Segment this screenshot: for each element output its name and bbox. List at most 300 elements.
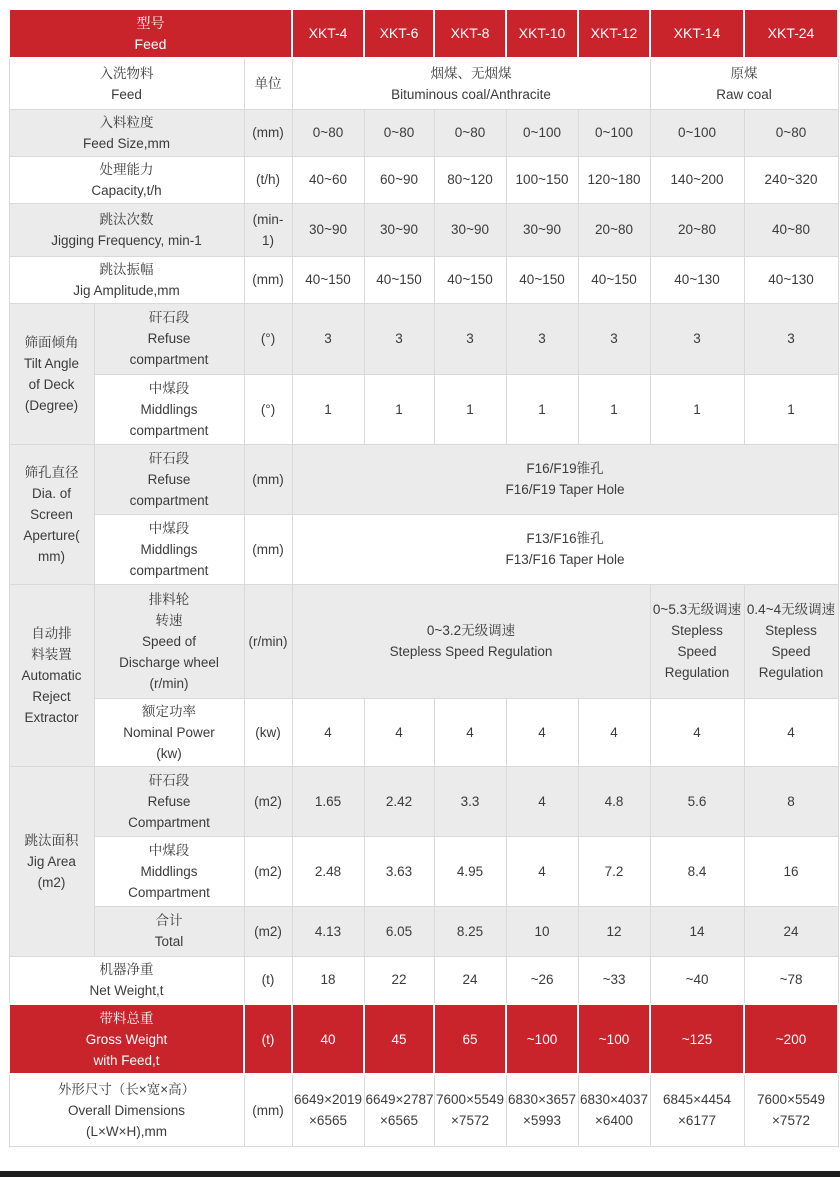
text-line: Jig Amplitude,mm <box>73 282 180 298</box>
text-line: Tilt Angle <box>23 355 80 371</box>
value-cell <box>292 956 364 1004</box>
text-line: 4 <box>538 793 546 809</box>
row-net-weight <box>9 956 838 1004</box>
spec-table-body <box>9 58 838 1146</box>
text-line: Feed Size,mm <box>82 135 171 151</box>
text-line: 2.42 <box>385 793 413 809</box>
row-label-overall-dimensions <box>9 1074 244 1146</box>
value-cell <box>434 906 506 956</box>
text-line: (t) <box>261 972 275 988</box>
model-name: XKT-6 <box>379 25 419 41</box>
text-line: 0~100 <box>678 125 716 140</box>
text-line: 30~90 <box>309 222 347 237</box>
value-cell <box>744 836 838 906</box>
unit-cell <box>244 584 292 698</box>
text-line: (°) <box>260 401 276 417</box>
value-cell <box>506 906 578 956</box>
text-line: Compartment <box>128 884 210 900</box>
text-line: 筛面倾角 <box>24 334 79 350</box>
text-line: Speed <box>677 644 717 659</box>
row-nominal-power <box>9 698 838 766</box>
row-area-refuse <box>9 766 838 836</box>
text-line: 40~130 <box>768 272 814 287</box>
text-line: 16 <box>783 863 799 879</box>
value-cell <box>506 836 578 906</box>
text-line: 3 <box>324 331 332 346</box>
unit-cell <box>244 766 292 836</box>
value-cell <box>506 1074 578 1146</box>
text-line: 40~130 <box>674 272 720 287</box>
value-cell <box>364 1074 434 1146</box>
value-cell <box>434 374 506 444</box>
text-line: (m2) <box>254 863 282 879</box>
text-line: F13/F16锥孔 <box>526 531 604 546</box>
text-line: 机器净重 <box>99 961 154 977</box>
row-label-net-weight <box>9 956 244 1004</box>
text-line: 4 <box>538 863 546 879</box>
group-label-automatic-reject-extractor <box>9 584 94 766</box>
text-line: ×6565 <box>309 1113 347 1129</box>
text-line: 型号 <box>136 14 165 31</box>
value-cell <box>650 698 744 766</box>
text-line: (min- <box>252 211 284 227</box>
text-line: 转速 <box>155 612 183 628</box>
text-line: Speed of <box>141 633 197 649</box>
text-line: 18 <box>320 972 336 988</box>
text-line: Refuse <box>147 793 191 809</box>
unit-cell <box>244 836 292 906</box>
text-line: 4 <box>466 724 474 740</box>
text-line: Jigging Frequency, min-1 <box>51 232 202 248</box>
text-line: 额定功率 <box>142 703 196 719</box>
text-line: 1 <box>538 401 546 417</box>
text-line: 带料总重 <box>99 1010 154 1026</box>
model-name: XKT-24 <box>767 25 815 41</box>
row-label-jigging-frequency <box>9 203 244 256</box>
text-line: 排料轮 <box>148 591 190 607</box>
value-cell <box>506 156 578 203</box>
value-cell <box>506 956 578 1004</box>
row-aperture-refuse <box>9 444 838 514</box>
text-line: 30~90 <box>451 222 489 237</box>
text-line: 3.63 <box>385 863 413 879</box>
text-line: 4.8 <box>604 793 624 809</box>
text-line: 跳汰次数 <box>99 211 154 227</box>
text-line: of Deck <box>28 376 75 392</box>
text-line: 7.2 <box>604 863 624 879</box>
value-cell <box>434 303 506 374</box>
model-header-xkt-10 <box>506 9 578 58</box>
text-line: (L×W×H),mm <box>86 1123 167 1139</box>
value-cell <box>434 956 506 1004</box>
unit-cell <box>244 303 292 374</box>
value-cell <box>578 303 650 374</box>
value-cell <box>506 256 578 303</box>
value-cell <box>744 374 838 444</box>
row-label-area-refuse <box>94 766 244 836</box>
unit-cell <box>244 906 292 956</box>
row-feed-material <box>9 58 838 109</box>
text-line: 矸石段 <box>148 450 190 466</box>
value-cell <box>364 766 434 836</box>
value-cell <box>364 203 434 256</box>
value-cell <box>292 444 838 514</box>
row-discharge-speed <box>9 584 838 698</box>
model-name: XKT-8 <box>450 25 490 41</box>
text-line: Raw coal <box>716 86 772 102</box>
text-line: (mm) <box>252 471 284 487</box>
text-line: 30~90 <box>523 222 561 237</box>
text-line: 合计 <box>155 913 183 928</box>
text-line: 14 <box>689 923 705 939</box>
row-tilt-refuse <box>9 303 838 374</box>
value-cell <box>578 156 650 203</box>
text-line: compartment <box>129 422 209 438</box>
text-line: compartment <box>129 492 209 508</box>
text-line: 65 <box>462 1031 478 1047</box>
value-cell <box>364 156 434 203</box>
text-line: 4 <box>693 724 701 740</box>
row-overall-dimensions <box>9 1074 838 1146</box>
value-cell <box>650 203 744 256</box>
text-line: 4 <box>324 724 332 740</box>
text-line: 中煤段 <box>148 380 190 396</box>
value-cell <box>292 109 364 156</box>
text-line: (mm) <box>252 272 284 287</box>
model-header-xkt-24 <box>744 9 838 58</box>
value-cell <box>506 303 578 374</box>
text-line: 3 <box>395 331 403 346</box>
value-cell <box>650 156 744 203</box>
text-line: ~200 <box>775 1031 807 1047</box>
text-line: ×7572 <box>451 1113 489 1129</box>
text-line: 1 <box>610 401 618 417</box>
unit-cell <box>244 109 292 156</box>
text-line: 10 <box>534 923 550 939</box>
row-label-tilt-middlings <box>94 374 244 444</box>
text-line: Middlings <box>140 401 198 417</box>
value-cell <box>434 256 506 303</box>
text-line: 单位 <box>254 76 282 92</box>
text-line: ×7572 <box>772 1113 810 1129</box>
text-line: Feed <box>111 86 142 102</box>
text-line: 4.13 <box>314 923 342 939</box>
spec-table <box>8 8 839 1147</box>
text-line: Dia. of <box>31 485 72 501</box>
model-name: XKT-12 <box>590 25 638 41</box>
value-cell <box>364 256 434 303</box>
text-line: ×6177 <box>678 1113 716 1129</box>
text-line: Refuse <box>147 331 191 346</box>
text-line: Speed <box>771 644 811 659</box>
text-line: 4 <box>538 724 546 740</box>
text-line: 8.4 <box>687 863 707 879</box>
text-line: 40~150 <box>519 272 565 287</box>
text-line: Extractor <box>24 709 79 725</box>
text-line: ~33 <box>602 972 626 988</box>
value-cell <box>744 303 838 374</box>
value-cell <box>650 584 744 698</box>
value-cell <box>364 1004 434 1074</box>
text-line: 6845×4454 <box>663 1092 731 1108</box>
text-line: Overall Dimensions <box>67 1102 186 1118</box>
model-header-xkt-14 <box>650 9 744 58</box>
unit-cell <box>244 956 292 1004</box>
text-line: 40~150 <box>447 272 493 287</box>
row-aperture-middlings <box>9 514 838 584</box>
text-line: 跳汰振幅 <box>99 261 154 277</box>
unit-cell <box>244 374 292 444</box>
text-line: 40~150 <box>591 272 637 287</box>
text-line: 0~80 <box>775 125 807 140</box>
text-line: Net Weight,t <box>89 982 164 998</box>
value-cell <box>744 698 838 766</box>
text-line: 4 <box>395 724 403 740</box>
value-cell <box>364 303 434 374</box>
text-line: Discharge wheel <box>119 654 219 670</box>
text-line: 3 <box>610 331 618 346</box>
value-cell <box>506 109 578 156</box>
text-line: 45 <box>391 1031 407 1047</box>
value-cell <box>364 109 434 156</box>
text-line: 矸石段 <box>148 310 190 325</box>
text-line: 自动排 <box>31 625 72 641</box>
text-line: ×6565 <box>380 1113 418 1129</box>
text-line: 6649×2019 <box>294 1092 362 1108</box>
text-line: 1 <box>693 401 701 417</box>
text-line: 3 <box>787 331 795 346</box>
text-line: Middlings <box>140 541 198 557</box>
value-cell <box>292 256 364 303</box>
text-line: 7600×5549 <box>757 1092 825 1108</box>
value-cell <box>578 766 650 836</box>
text-line: 3 <box>538 331 546 346</box>
row-jig-amplitude <box>9 256 838 303</box>
unit-cell <box>244 256 292 303</box>
value-cell <box>292 836 364 906</box>
text-line: Nominal Power <box>123 724 215 740</box>
value-cell <box>578 1004 650 1074</box>
header-title-cell <box>9 9 292 58</box>
text-line: Total <box>154 934 184 949</box>
text-line: 筛孔直径 <box>24 464 79 480</box>
row-label-jig-amplitude <box>9 256 244 303</box>
text-line: 外形尺寸（长×宽×高） <box>57 1081 196 1097</box>
value-cell <box>578 836 650 906</box>
row-tilt-middlings <box>9 374 838 444</box>
text-line: 0~100 <box>595 125 633 140</box>
row-gross-weight <box>9 1004 838 1074</box>
text-line: Automatic <box>21 667 82 683</box>
value-cell <box>578 256 650 303</box>
text-line: 12 <box>606 923 622 939</box>
text-line: 入料粒度 <box>99 114 154 130</box>
text-line: 2.48 <box>314 863 342 879</box>
row-label-area-middlings <box>94 836 244 906</box>
value-cell <box>364 906 434 956</box>
value-cell <box>650 956 744 1004</box>
row-label-capacity <box>9 156 244 203</box>
value-cell <box>292 584 650 698</box>
value-cell <box>434 156 506 203</box>
value-cell <box>292 58 650 109</box>
text-line: Gross Weight <box>85 1031 168 1047</box>
value-cell <box>578 698 650 766</box>
text-line: Stepless <box>671 623 723 638</box>
text-line: 6830×3657 <box>508 1092 576 1108</box>
row-label-aperture-refuse <box>94 444 244 514</box>
text-line: ~100 <box>598 1031 630 1047</box>
row-area-middlings <box>9 836 838 906</box>
value-cell <box>292 374 364 444</box>
text-line: (mm) <box>252 541 284 557</box>
value-cell <box>744 156 838 203</box>
text-line: Capacity,t/h <box>91 182 162 198</box>
group-label-jig-area <box>9 766 94 956</box>
value-cell <box>744 906 838 956</box>
text-line: Refuse <box>147 471 191 487</box>
text-line: (Degree) <box>24 397 79 413</box>
text-line: Stepless Speed Regulation <box>389 644 553 659</box>
value-cell <box>578 109 650 156</box>
value-cell <box>650 58 838 109</box>
value-cell <box>744 584 838 698</box>
value-cell <box>650 1004 744 1074</box>
text-line: 6.05 <box>385 923 413 939</box>
value-cell <box>744 1004 838 1074</box>
text-line: 6649×2787 <box>365 1092 434 1108</box>
text-line: 4 <box>787 724 795 740</box>
row-label-feed-size <box>9 109 244 156</box>
unit-cell <box>244 444 292 514</box>
text-line: 5.6 <box>687 793 707 809</box>
text-line: (m2) <box>37 874 66 890</box>
value-cell <box>434 203 506 256</box>
value-cell <box>506 1004 578 1074</box>
text-line: 1 <box>395 401 403 417</box>
text-line: Aperture( <box>23 527 80 543</box>
text-line: 100~150 <box>515 172 569 187</box>
text-line: ~100 <box>526 1031 558 1047</box>
model-header-xkt-8 <box>434 9 506 58</box>
text-line: (mm) <box>252 1102 284 1118</box>
text-line: 8.25 <box>456 923 484 939</box>
unit-cell <box>244 58 292 109</box>
value-cell <box>506 698 578 766</box>
text-line: (m2) <box>254 923 282 939</box>
row-label-nominal-power <box>94 698 244 766</box>
unit-cell <box>244 698 292 766</box>
value-cell <box>292 766 364 836</box>
text-line: F13/F16 Taper Hole <box>505 552 625 567</box>
text-line: with Feed,t <box>93 1052 160 1068</box>
row-capacity <box>9 156 838 203</box>
value-cell <box>364 698 434 766</box>
text-line: mm) <box>38 548 65 564</box>
text-line: 0~3.2无级调速 <box>426 623 516 638</box>
unit-cell <box>244 1004 292 1074</box>
text-line: 0~100 <box>523 125 561 140</box>
value-cell <box>292 1074 364 1146</box>
value-cell <box>744 956 838 1004</box>
value-cell <box>650 1074 744 1146</box>
text-line: 20~80 <box>595 222 633 237</box>
row-label-feed-material <box>9 58 244 109</box>
text-line: 0~5.3无级调速 <box>652 602 742 617</box>
text-line: 0~80 <box>454 125 486 140</box>
text-line: ×5993 <box>523 1113 561 1129</box>
value-cell <box>292 156 364 203</box>
text-line: 1) <box>262 232 275 248</box>
text-line: 20~80 <box>678 222 716 237</box>
header-row <box>9 9 838 58</box>
value-cell <box>292 514 838 584</box>
model-header-xkt-4 <box>292 9 364 58</box>
value-cell <box>292 203 364 256</box>
text-line: 22 <box>391 972 407 988</box>
text-line: (m2) <box>254 793 282 809</box>
unit-cell <box>244 203 292 256</box>
text-line: ~125 <box>681 1031 713 1047</box>
value-cell <box>578 374 650 444</box>
text-line: 3.3 <box>460 793 480 809</box>
row-feed-size <box>9 109 838 156</box>
text-line: 24 <box>462 972 478 988</box>
text-line: compartment <box>129 562 209 578</box>
text-line: (r/min) <box>149 675 189 691</box>
text-line: 0~80 <box>312 125 344 140</box>
text-line: Regulation <box>664 665 730 680</box>
value-cell <box>744 203 838 256</box>
text-line: (mm) <box>252 125 284 140</box>
value-cell <box>292 303 364 374</box>
text-line: 40~80 <box>772 222 810 237</box>
value-cell <box>650 906 744 956</box>
text-line: 40~150 <box>305 272 351 287</box>
text-line: (t) <box>261 1031 275 1047</box>
text-line: 60~90 <box>380 172 418 187</box>
row-label-aperture-middlings <box>94 514 244 584</box>
unit-cell <box>244 156 292 203</box>
text-line: ~78 <box>779 972 803 988</box>
text-line: ×6400 <box>595 1113 633 1129</box>
text-line: Middlings <box>140 863 198 879</box>
text-line: 1 <box>787 401 795 417</box>
text-line: ~40 <box>685 972 709 988</box>
value-cell <box>434 836 506 906</box>
row-label-discharge-speed <box>94 584 244 698</box>
value-cell <box>434 698 506 766</box>
value-cell <box>434 109 506 156</box>
value-cell <box>506 374 578 444</box>
text-line: 1 <box>324 401 332 417</box>
value-cell <box>292 698 364 766</box>
text-line: Compartment <box>128 814 210 830</box>
text-line: 40~60 <box>309 172 347 187</box>
value-cell <box>506 766 578 836</box>
row-label-gross-weight <box>9 1004 244 1074</box>
value-cell <box>292 906 364 956</box>
text-line: 40 <box>320 1031 336 1047</box>
text-line: Reject <box>32 688 71 704</box>
value-cell <box>744 256 838 303</box>
value-cell <box>364 836 434 906</box>
text-line: 30~90 <box>380 222 418 237</box>
value-cell <box>434 1074 506 1146</box>
text-line: 跳汰面积 <box>24 832 79 848</box>
value-cell <box>744 109 838 156</box>
group-label-tilt-angle-of-deck <box>9 303 94 444</box>
